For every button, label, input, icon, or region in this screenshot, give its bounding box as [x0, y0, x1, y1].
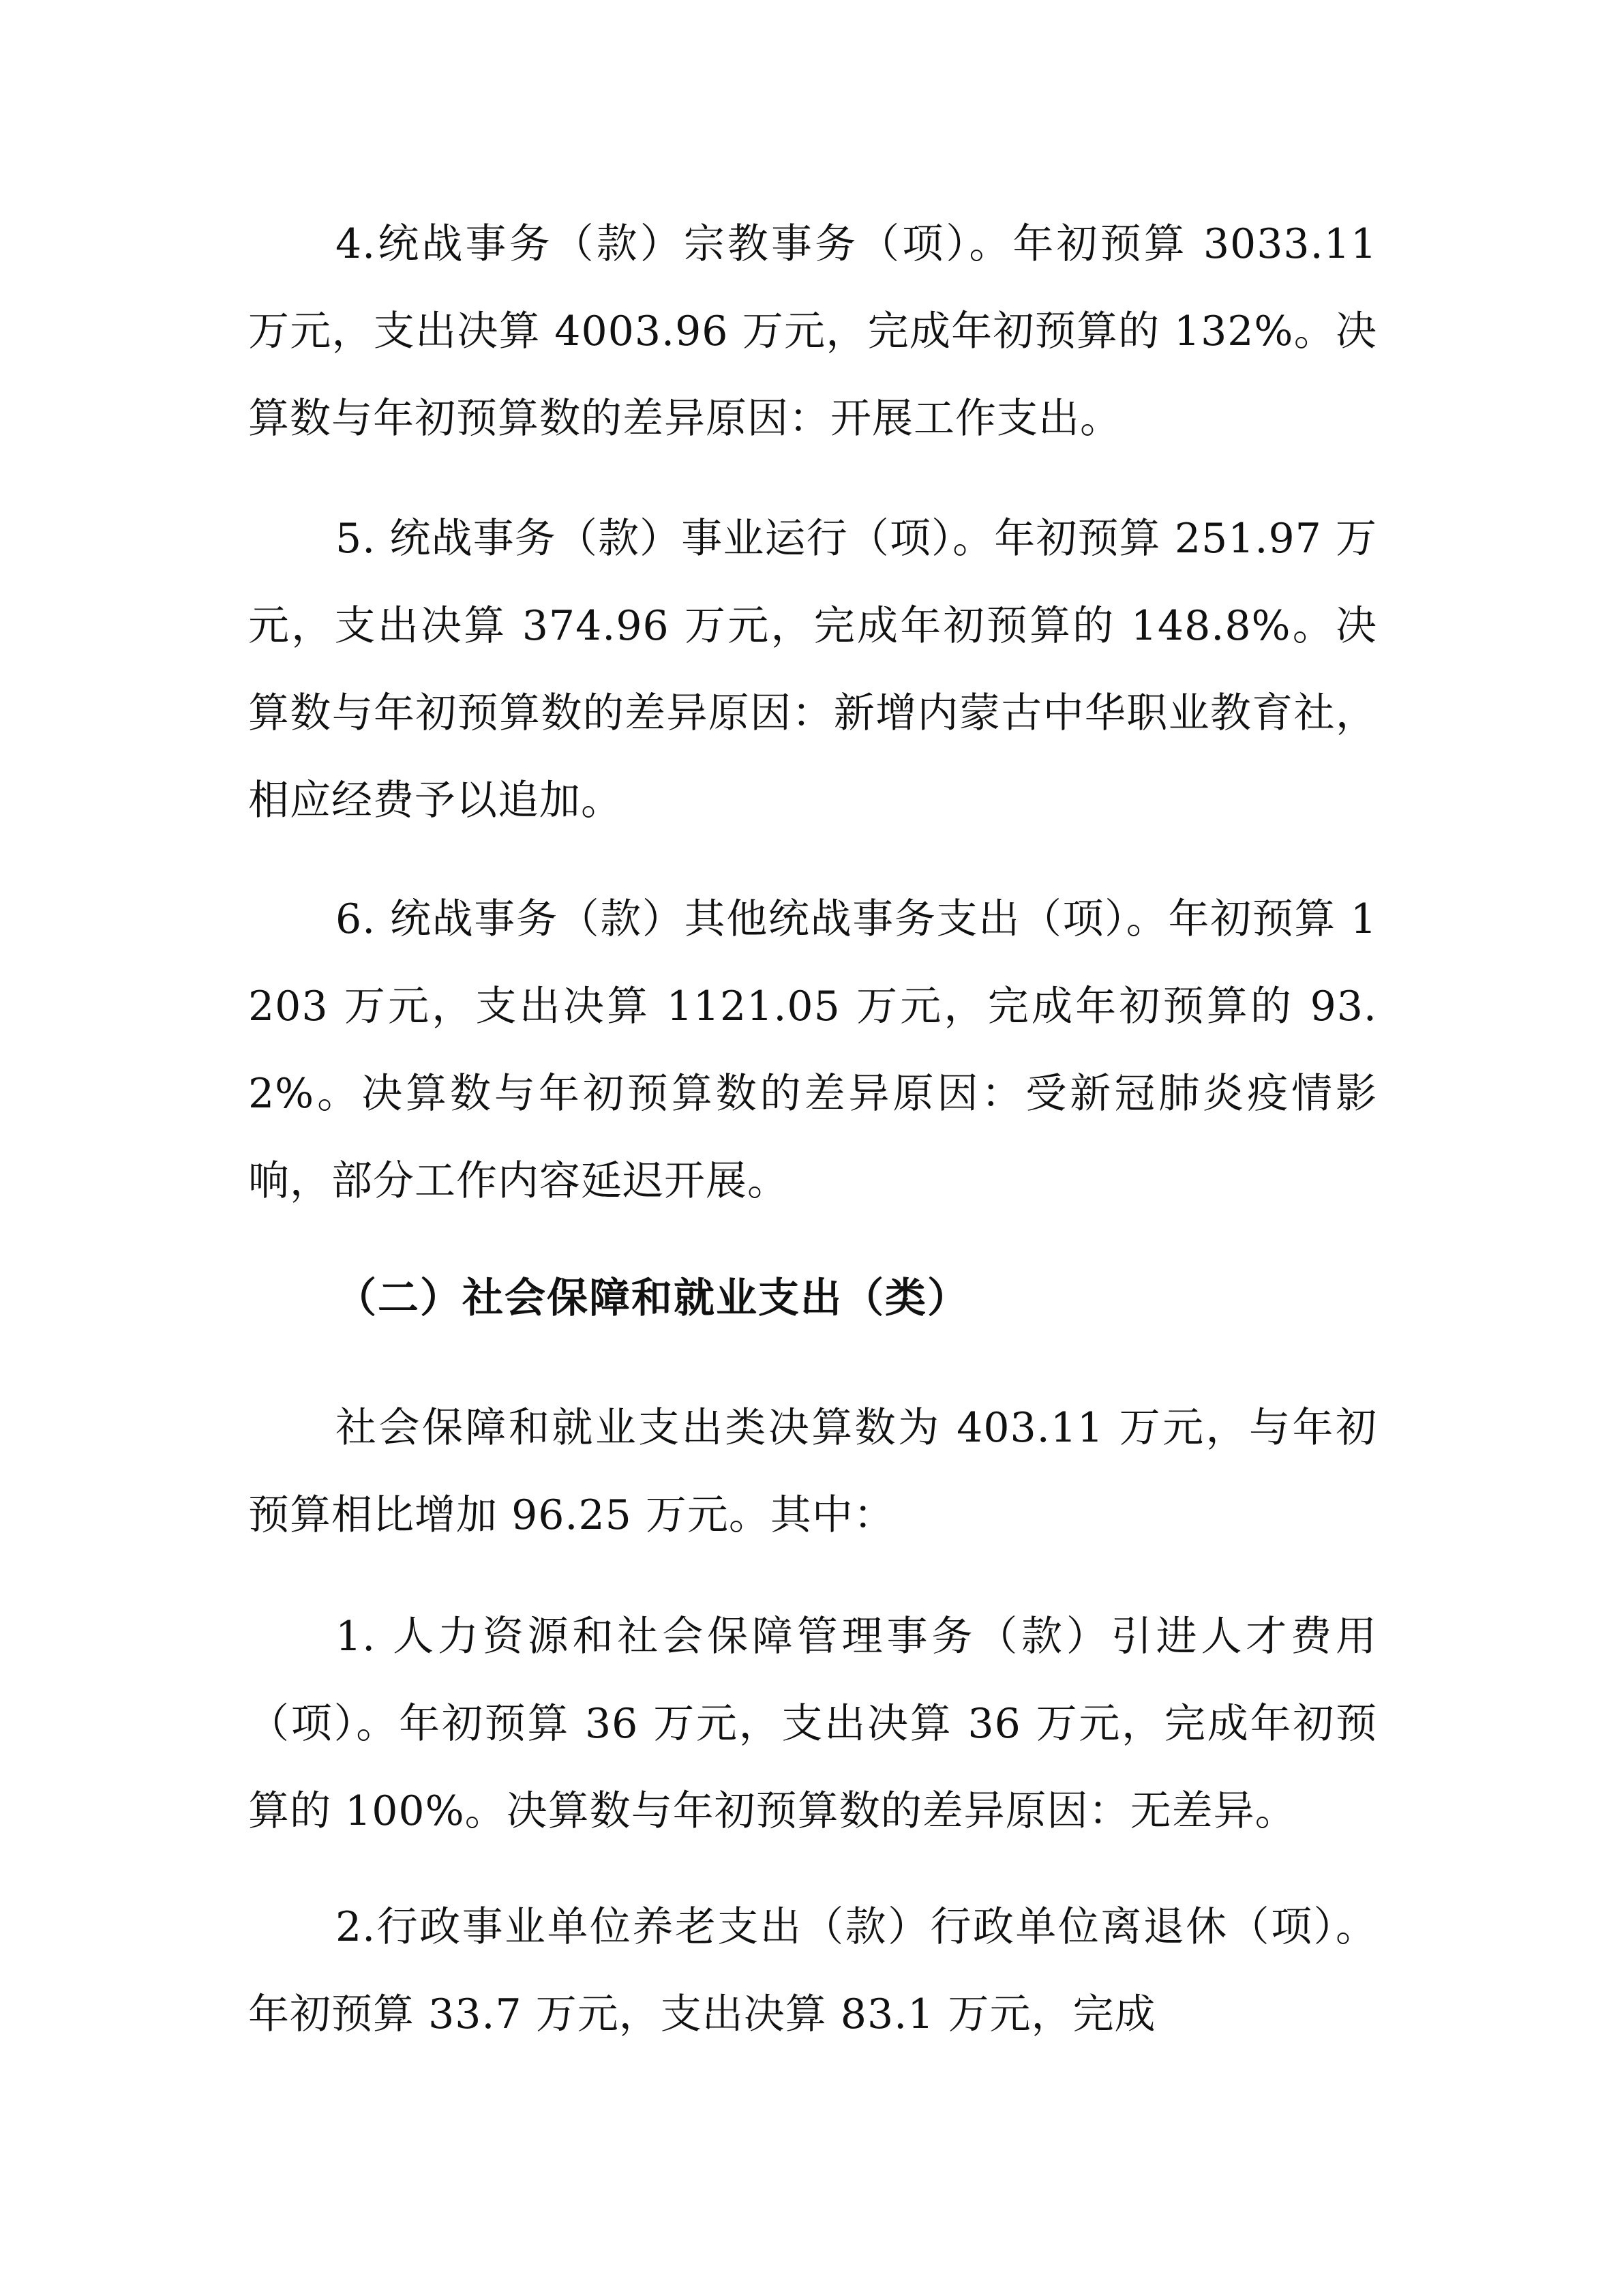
paragraph-pension-retirement: 2.行政事业单位养老支出（款）行政单位离退休（项）。年初预算 33.7 万元，支出决算 83.1 万元，完成 — [248, 1903, 1377, 2038]
paragraph-talent-introduction: 1. 人力资源和社会保障管理事务（款）引进人才费用（项）。年初预算 36 万元，支出决算 36 万元，完成年初预算的 100%。决算数与年初预算数的差异原因：无差异。 — [248, 1613, 1377, 1835]
paragraph-religious-affairs: 4.统战事务（款）宗教事务（项）。年初预算 3033.11 万元，支出决算 4003.96 万元，完成年初预算的 132%。决算数与年初预算数的差异原因：开展工作支出。 — [248, 220, 1377, 443]
paragraph-operations: 5. 统战事务（款）事业运行（项）。年初预算 251.97 万元，支出决算 374.96 万元，完成年初预算的 148.8%。决算数与年初预算数的差异原因：新增内蒙古中华职业教育社，相应经费予以追加。 — [248, 515, 1377, 824]
paragraph-social-security-summary: 社会保障和就业支出类决算数为 403.11 万元，与年初预算相比增加 96.25 万元。其中： — [248, 1404, 1377, 1539]
section-heading-social-security: （二）社会保障和就业支出（类） — [335, 1274, 969, 1322]
paragraph-other-united-front: 6. 统战事务（款）其他统战事务支出（项）。年初预算 1203 万元，支出决算 1121.05 万元，完成年初预算的 93.2%。决算数与年初预算数的差异原因：受新冠肺炎疫情影响，部分工作内容延迟开展。 — [248, 895, 1377, 1205]
